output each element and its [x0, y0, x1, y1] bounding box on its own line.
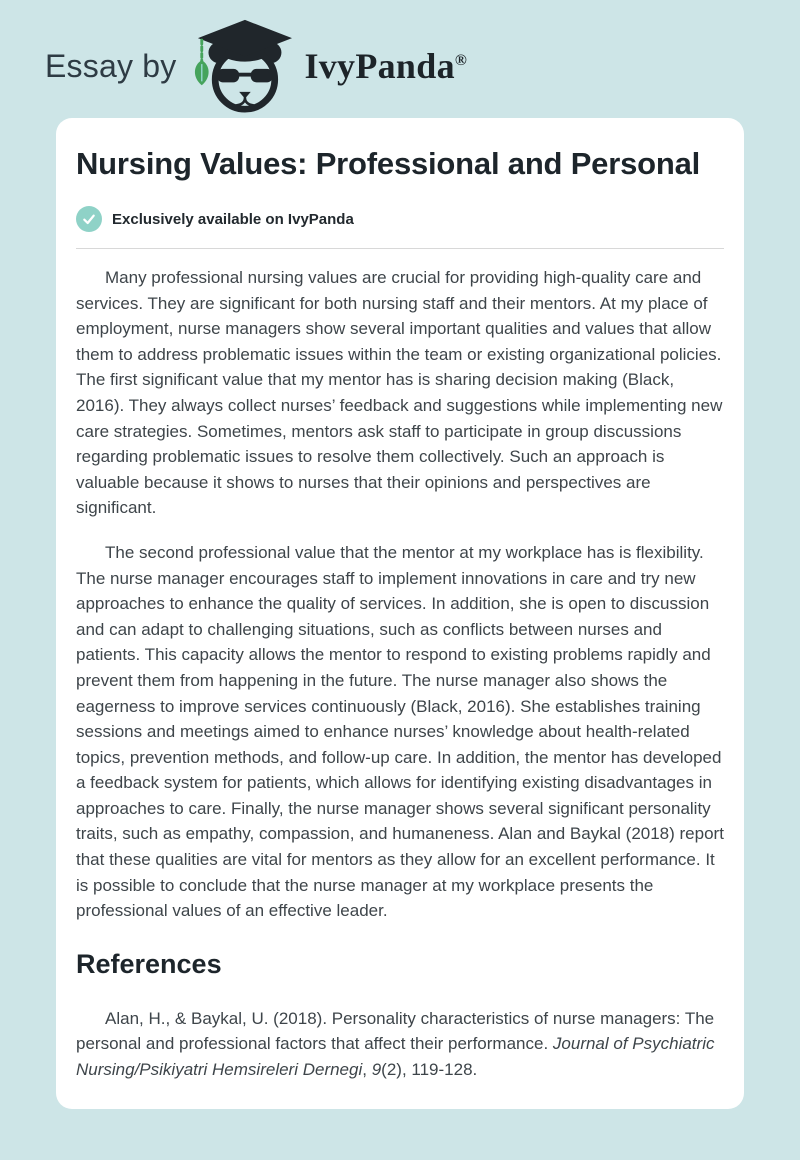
- brand-text: IvyPanda: [304, 46, 455, 86]
- header: [0, 0, 800, 118]
- exclusive-badge-label: Exclusively available on IvyPanda: [112, 210, 354, 228]
- reference-entry: Alan, H., & Baykal, U. (2018). Personality characteristics of nurse managers: The personal and professional factors that affect their performance. Journal of Psychiatric Nursing/Psikiyatri Hemsireleri Dernegi, 9(2), 119-128.: [76, 1008, 715, 1080]
- brand-name: [304, 45, 467, 87]
- registered-trademark: ®: [454, 52, 468, 69]
- references-heading: References: [76, 948, 222, 979]
- essay-paragraph-2: The second professional value that the mentor at my workplace has is flexibility. The nurse manager encourages staff to implement innovations in care and try new approaches to enhance the quality of services. In addition, she is open to discussion and can adapt to challenging situations, such as conflicts between nurses and patients. This capacity allows the mentor to respond to existing problems rapidly and prevent them from happening in the future. The nurse manager also shows the eagerness to improve services continuously (Black, 2016). She establishes training sessions and meetings aimed to enhance nurses’ knowledge about health-related topics, prevention methods, and follow-up care. In addition, the mentor has developed a feedback system for patients, which allows for identifying existing disadvantages in approaches to care. Finally, the nurse manager shows several significant personality traits, such as empathy, compassion, and humaneness. Alan and Baykal (2018) report that these qualities are vital for mentors as they allow for an excellent performance. It is possible to conclude that the nurse manager at my workplace presents the professional values of an effective leader.: [76, 542, 724, 921]
- checkmark-icon: [76, 206, 102, 232]
- page-title: Nursing Values: Professional and Personal: [76, 146, 701, 181]
- essay-paragraph-1: Many professional nursing values are crucial for providing high-quality care and services. They are significant for both nursing staff and their mentors. At my place of employment, nurse managers show several important qualities and values that allow them to address problematic issues within the team or existing organizational policies. The first significant value that my mentor has is sharing decision making (Black, 2016). They always collect nurses’ feedback and suggestions while implementing new care strategies. Sometimes, mentors ask staff to participate in group discussions regarding problematic issues to resolve them collectively. Such an approach is valuable because it shows to nurses that their opinions and perspectives are significant.: [76, 268, 723, 518]
- exclusive-badge: [76, 206, 724, 232]
- essay-card: [56, 118, 744, 1109]
- divider: [76, 248, 724, 249]
- panda-graduate-icon: [190, 18, 298, 114]
- essay-by-label: Essay by: [45, 47, 177, 84]
